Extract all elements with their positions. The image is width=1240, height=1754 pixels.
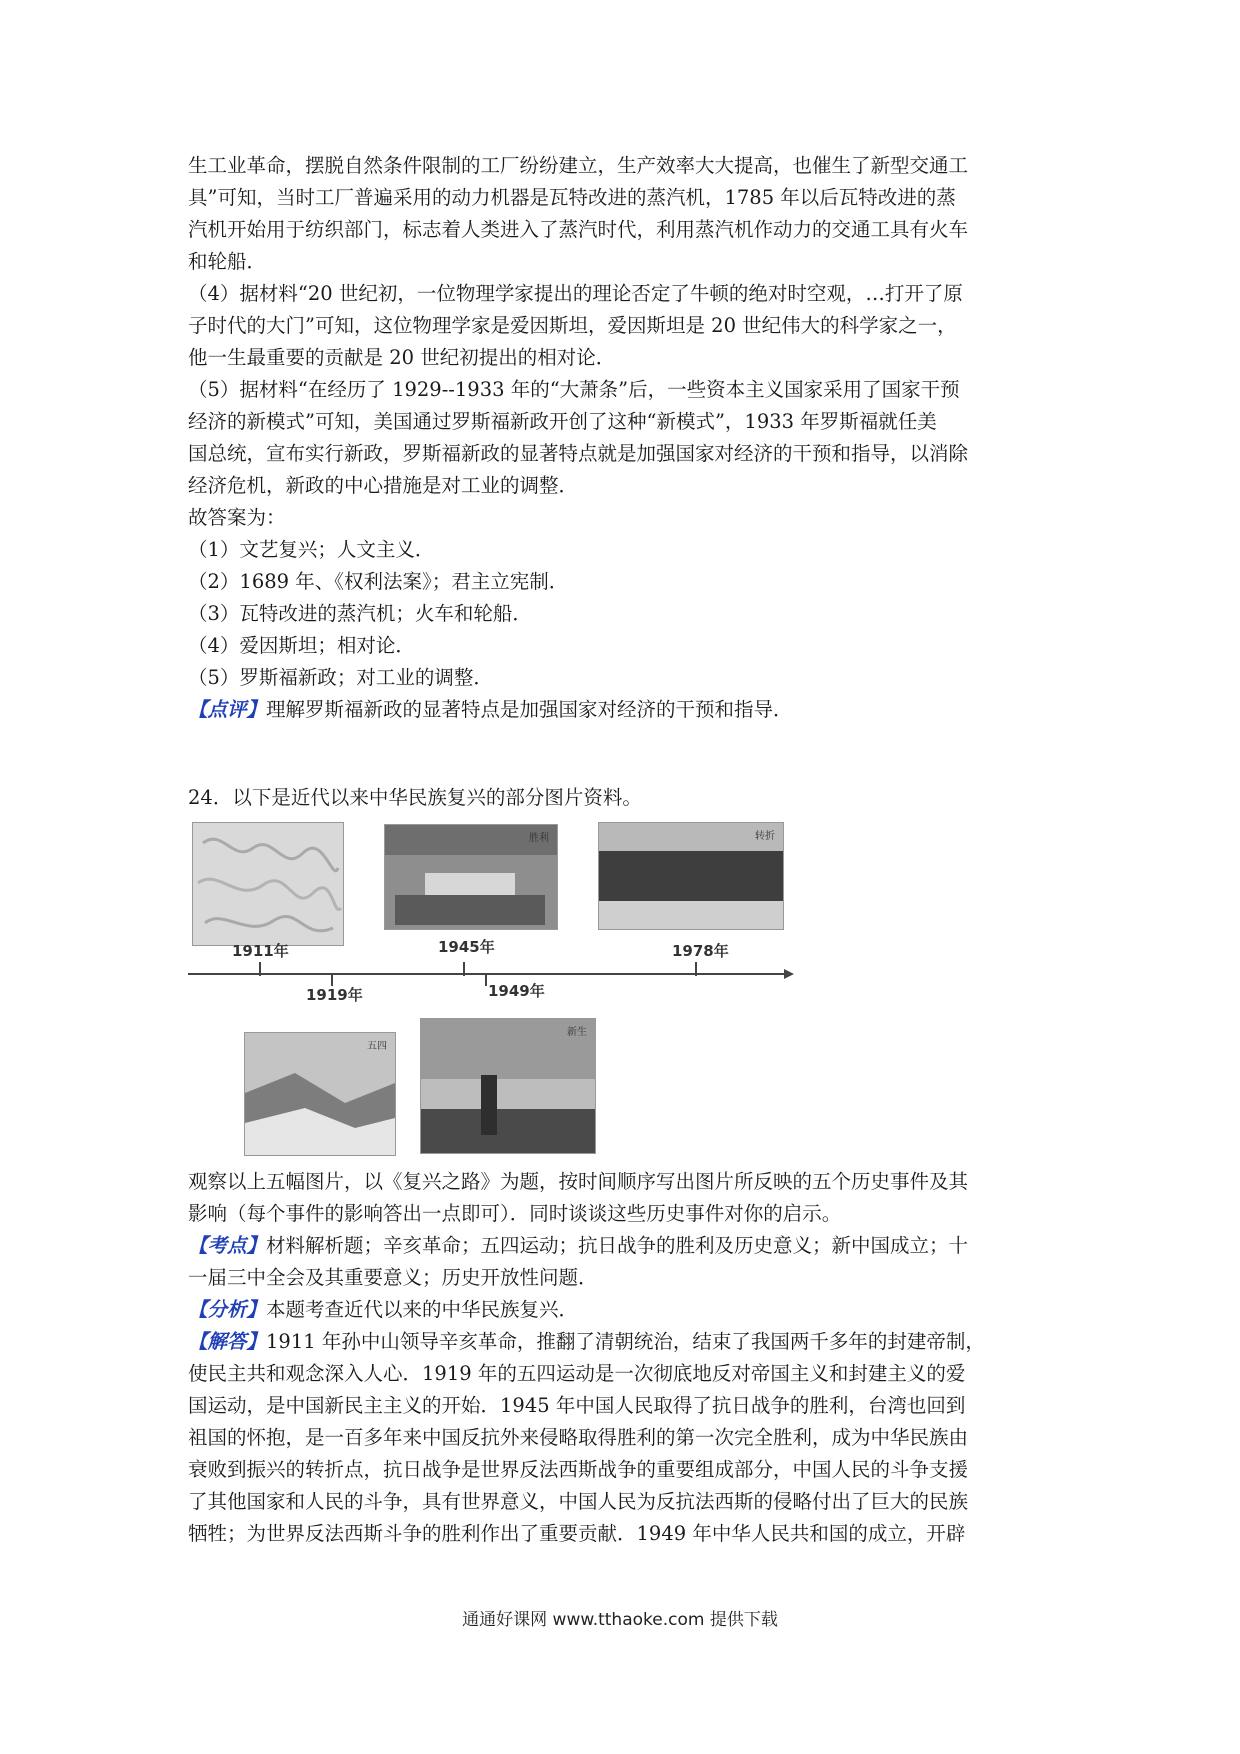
kaodian-text: 材料解析题；辛亥革命；五四运动；抗日战争的胜利及历史意义；新中国成立；十 xyxy=(266,1234,969,1257)
photo-caption: 胜利 xyxy=(529,833,549,844)
text-line: 影响（每个事件的影响答出一点即可）．同时谈谈这些历史事件对你的启示。 xyxy=(188,1202,842,1225)
text-line: 经济的新模式”可知，美国通过罗斯福新政开创了这种“新模式”，1933 年罗斯福就任美 xyxy=(188,410,937,433)
text-line: 牺牲；为世界反法西斯斗争的胜利作出了重要贡献．1949 年中华人民共和国的成立，开辟 xyxy=(188,1522,966,1545)
text-line: 衰败到振兴的转折点，抗日战争是世界反法西斯战争的重要组成部分，中国人民的斗争支援 xyxy=(188,1458,969,1481)
year-label-1978: 1978年 xyxy=(672,942,729,960)
photo-1945 xyxy=(384,824,558,930)
fenxi-tag: 【分析】 xyxy=(188,1298,267,1321)
text-line: 子时代的大门”可知，这位物理学家是爱因斯坦，爱因斯坦是 20 世纪伟大的科学家之一， xyxy=(188,314,957,337)
section-gap xyxy=(188,726,1048,782)
text-line: （2）1689 年、《权利法案》；君主立宪制． xyxy=(188,570,569,593)
text-line: 经济危机，新政的中心措施是对工业的调整． xyxy=(188,474,579,497)
text-line: （4）爱因斯坦；相对论． xyxy=(188,634,415,657)
photo-caption: 转折 xyxy=(755,831,775,842)
answer-continuation xyxy=(188,150,1048,726)
jieda-line xyxy=(188,1326,1048,1358)
document-body xyxy=(188,150,1048,1550)
text-line: 观察以上五幅图片，以《复兴之路》为题，按时间顺序写出图片所反映的五个历史事件及其 xyxy=(188,1170,969,1193)
timeline-figure xyxy=(188,818,856,1158)
jieda-text: 1911 年孙中山领导辛亥革命，推翻了清朝统治，结束了我国两千多年的封建帝制， xyxy=(266,1330,985,1353)
text-line: 生工业革命，摆脱自然条件限制的工厂纷纷建立，生产效率大大提高，也催生了新型交通工 xyxy=(188,154,969,177)
text-line: 使民主共和观念深入人心．1919 年的五四运动是一次彻底地反对帝国主义和封建主义的爱 xyxy=(188,1362,966,1385)
text-line: 具”可知，当时工厂普遍采用的动力机器是瓦特改进的蒸汽机，1785 年以后瓦特改进的蒸 xyxy=(188,186,956,209)
text-line: 故答案为： xyxy=(188,506,286,529)
question-24: 24．以下是近代以来中华民族复兴的部分图片资料。 xyxy=(188,786,642,809)
photo-1919 xyxy=(244,1032,396,1156)
text-line: 一届三中全会及其重要意义；历史开放性问题． xyxy=(188,1266,598,1289)
fenxi-text: 本题考查近代以来的中华民族复兴． xyxy=(266,1298,579,1321)
comment-tag: 【点评】 xyxy=(188,698,267,721)
year-label-1911: 1911年 xyxy=(232,942,289,960)
text-line: （4）据材料“20 世纪初，一位物理学家提出的理论否定了牛顿的绝对时空观，…打开了原 xyxy=(188,282,963,305)
text-line: 他一生最重要的贡献是 20 世纪初提出的相对论． xyxy=(188,346,616,369)
photo-caption: 新生 xyxy=(567,1027,587,1038)
text-line: 了其他国家和人民的斗争，具有世界意义，中国人民为反抗法西斯的侵略付出了巨大的民族 xyxy=(188,1490,969,1513)
text-line: （1）文艺复兴；人文主义． xyxy=(188,538,435,561)
photo-1949 xyxy=(420,1018,596,1154)
text-line: （3）瓦特改进的蒸汽机；火车和轮船． xyxy=(188,602,532,625)
text-line: 和轮船． xyxy=(188,250,267,273)
year-label-1949: 1949年 xyxy=(488,982,545,1000)
text-line: 国总统，宣布实行新政，罗斯福新政的显著特点就是加强国家对经济的干预和指导，以消除 xyxy=(188,442,969,465)
photo-1911-texture xyxy=(193,823,343,945)
jieda-tag: 【解答】 xyxy=(188,1330,267,1353)
photo-1978 xyxy=(598,822,784,930)
comment-line xyxy=(188,694,1048,726)
photo-1911 xyxy=(192,822,344,946)
text-line: 国运动，是中国新民主主义的开始．1945 年中国人民取得了抗日战争的胜利，台湾也回到 xyxy=(188,1394,966,1417)
year-label-1919: 1919年 xyxy=(306,986,363,1004)
text-line: （5）罗斯福新政；对工业的调整． xyxy=(188,666,493,689)
text-line: 祖国的怀抱，是一百多年来中国反抗外来侵略取得胜利的第一次完全胜利，成为中华民族由 xyxy=(188,1426,969,1449)
kaodian-tag: 【考点】 xyxy=(188,1234,267,1257)
text-line: （5）据材料“在经历了 1929--1933 年的“大萧条”后，一些资本主义国家采用了国家干预 xyxy=(188,378,960,401)
photo-caption: 五四 xyxy=(367,1041,387,1052)
fenxi-line xyxy=(188,1294,1048,1326)
page-footer: 通通好课网 www.tthaoke.com 提供下载 xyxy=(462,1610,778,1630)
comment-text: 理解罗斯福新政的显著特点是加强国家对经济的干预和指导． xyxy=(266,698,793,721)
text-line: 汽机开始用于纺织部门，标志着人类进入了蒸汽时代，利用蒸汽机作动力的交通工具有火车 xyxy=(188,218,969,241)
year-label-1945: 1945年 xyxy=(438,938,495,956)
photo-1949-scene xyxy=(421,1019,595,1153)
kaodian-line xyxy=(188,1230,1048,1262)
